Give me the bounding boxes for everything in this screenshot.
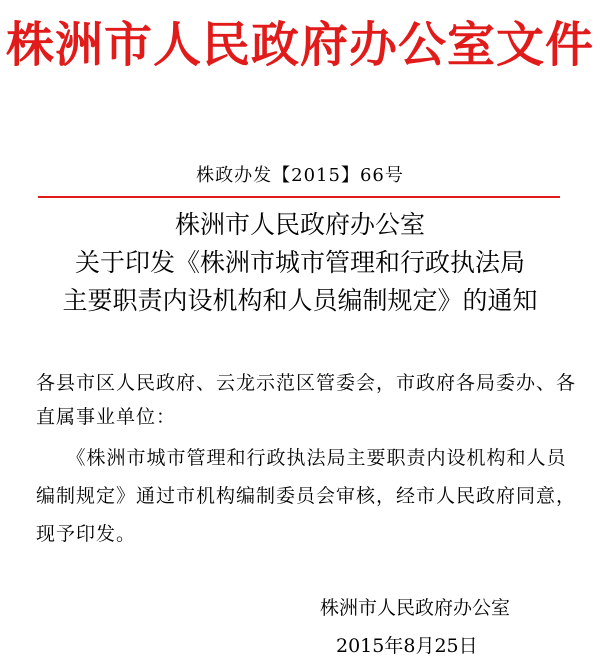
red-separator-line xyxy=(38,196,560,198)
body-line: 《株洲市城市管理和行政执法局主要职责内设机构和人员 xyxy=(36,447,567,469)
masthead-title: 株洲市人民政府办公室文件 xyxy=(5,17,594,73)
title-line: 主要职责内设机构和人员编制规定》的通知 xyxy=(62,286,538,315)
signature-date: 2015年8月25日 xyxy=(336,635,478,657)
signature-organization: 株洲市人民政府办公室 xyxy=(320,597,511,619)
addressee-line: 各县市区人民政府、云龙示范区管委会，市政府各局委办、各 xyxy=(36,372,577,394)
title-line: 关于印发《株洲市城市管理和行政执法局 xyxy=(74,248,525,277)
document-number: 株政办发【2015】66号 xyxy=(196,165,404,186)
body-line: 现予印发。 xyxy=(36,523,137,545)
title-line: 株洲市人民政府办公室 xyxy=(174,210,425,239)
addressee xyxy=(36,366,576,434)
body-line: 编制规定》通过市机构编制委员会审核，经市人民政府同意， xyxy=(36,485,577,507)
addressee-line: 直属事业单位： xyxy=(36,406,177,428)
document-title xyxy=(0,206,600,320)
body-paragraph xyxy=(36,439,576,553)
